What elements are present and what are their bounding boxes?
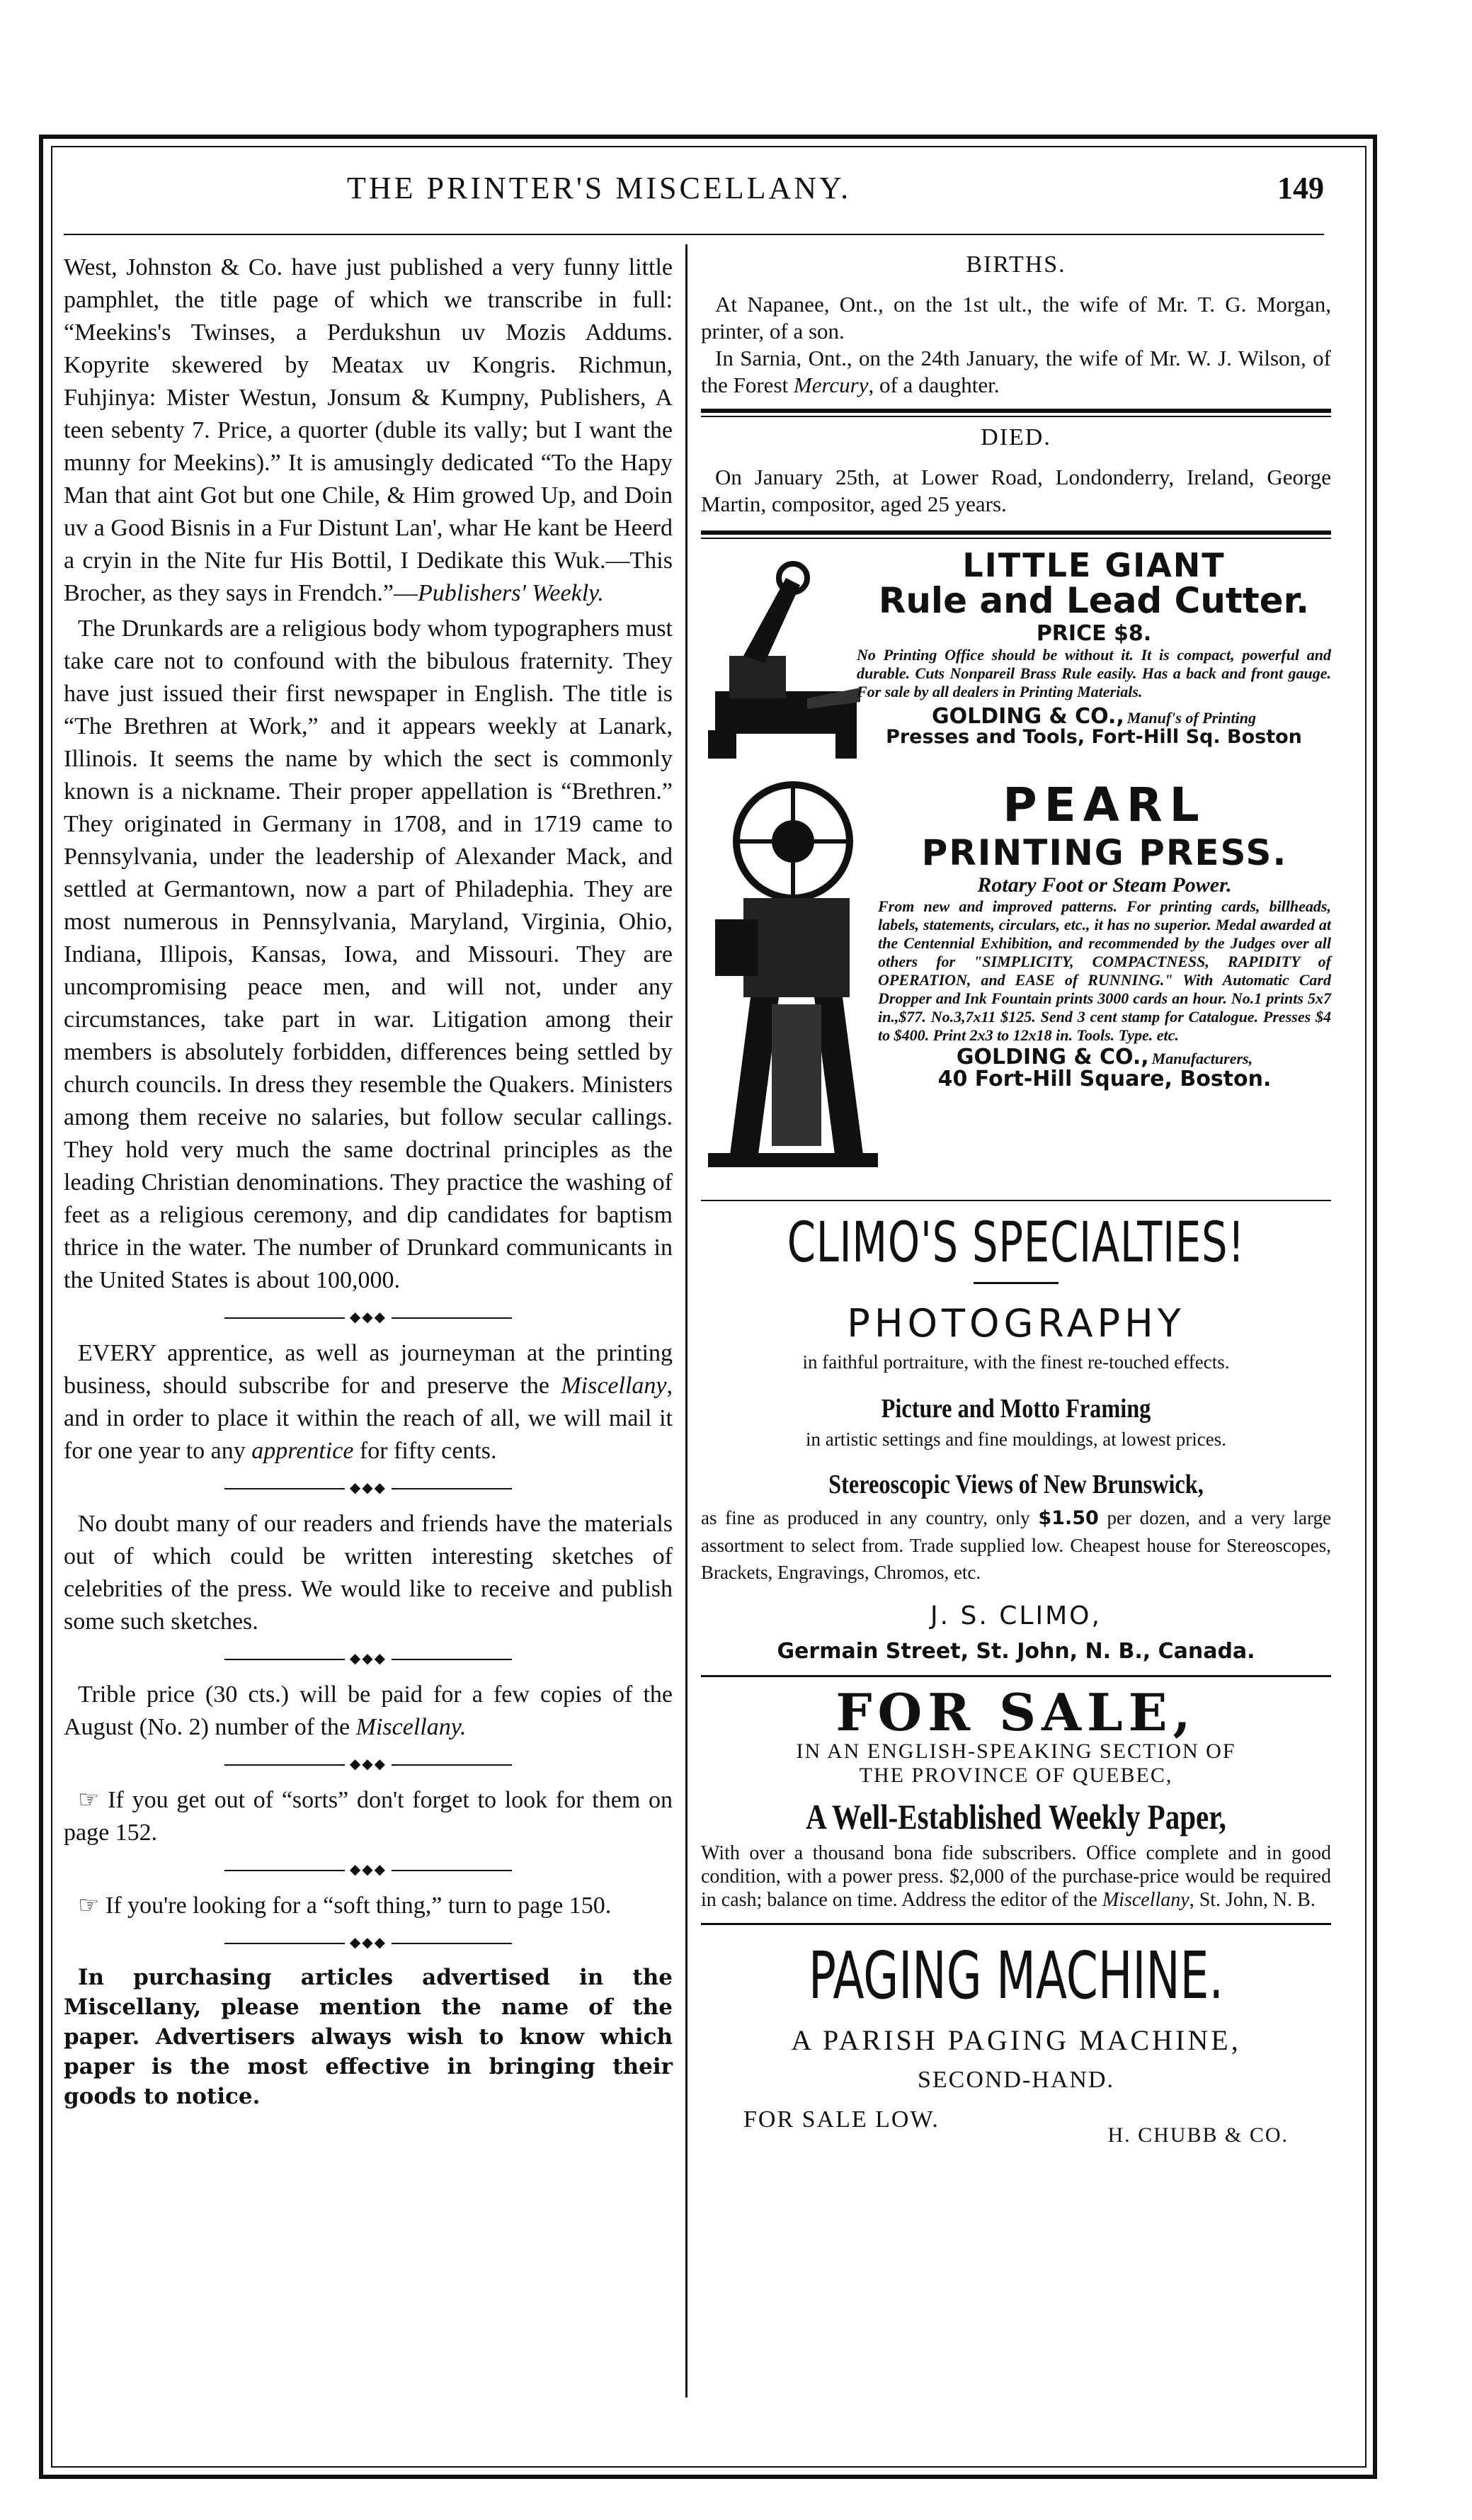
for-sale-ad: [701, 1682, 1331, 1912]
ad-line: A PARISH PAGING MACHINE,: [791, 2024, 1241, 2056]
ad-description: No Printing Office should be without it. It is compact, powerful and durable. Cuts Nonpareil Brass Rule easily. Has a back and front gauge. For sale by all dealers in Printing Materials.: [857, 646, 1331, 700]
printing-press-illustration: [701, 778, 885, 1174]
died-heading: DIED.: [981, 424, 1051, 450]
births-heading: BIRTHS.: [966, 251, 1066, 278]
seller-name: H. CHUBB & CO.: [1107, 2123, 1289, 2147]
right-column: [701, 244, 1331, 2150]
ad-description: With over a thousand bona fide subscribers. Office complete and in good condition, with a power press. $2,000 of the purchase-price would be required in cash; balance on time. Address the editor of the Miscellany, St. John, N. B.: [701, 1842, 1331, 1911]
column-divider: [685, 244, 687, 2397]
article-paragraph: Trible price (30 cts.) will be paid for a few copies of the August (No. 2) number of the Miscellany.: [64, 1681, 673, 1740]
ad-address: Presses and Tools, Fort-Hill Sq. Boston: [886, 726, 1302, 748]
ad-address: Germain Street, St. John, N. B., Canada.: [777, 1639, 1255, 1664]
source-citation: Publishers' Weekly.: [418, 580, 604, 606]
ornament-separator: ◆◆◆: [64, 1755, 673, 1773]
framing-heading: Picture and Motto Framing: [881, 1394, 1151, 1424]
photography-desc: in faithful portraiture, with the finest re-touched effects.: [802, 1351, 1230, 1373]
page-number: 149: [1277, 171, 1324, 205]
article-paragraph: In purchasing articles advertised in the Miscellany, please mention the name of the paper. Advertisers always wish to know which paper is the most effective in bringing their goods to notice.: [64, 1965, 673, 2109]
article-paragraph: West, Johnston & Co. have just published a very funny little pamphlet, the title page of which we transcribe in full: “Meekins's Twinses, a Perdukshun uv Mozis Addums. Kopyrite skewered by Meatax uv Kongris. Richmun, Fuhjinya: Mister Westun, Jonsum & Kumpny, Publishers, A teen sebenty 7. Price, a quorter (duble its vally; but I want the munny for Meekins).” It is amusingly dedicated “To the Hapy Man that aint Got but one Chile, & Him growed Up, and Doin uv a Good Bisnis in a Fur Distunt Lan', whar He kant be Heerd a cryin in the Nite fur His Bottil, I Dedikate this Wuk.—This Brocher, as they says in Frendch.”—Publishers' Weekly.: [64, 254, 673, 606]
ad-address: 40 Fort-Hill Square, Boston.: [937, 1067, 1272, 1091]
short-rule: [974, 1282, 1059, 1284]
section-rule: [701, 416, 1331, 417]
ad-name: J. S. CLIMO,: [930, 1601, 1102, 1630]
ad-company: GOLDING & CO., Manufacturers,: [956, 1045, 1253, 1069]
article-paragraph: ☞ If you get out of “sorts” don't forget to look for them on page 152.: [64, 1787, 673, 1846]
birth-notice: In Sarnia, Ont., on the 24th January, the wife of Mr. W. J. Wilson, of the Forest Mercury, of a daughter.: [701, 346, 1331, 397]
ad-description: From new and improved patterns. For printing cards, billheads, labels, statements, circulars, etc., it has no superior. Medal awarded at the Centennial Exhibition, and recommended by the Judges over all others for "SIMPLICITY, COMPACTNESS, RAPIDITY of OPERATION, and EASE of RUNNING." With Automatic Card Dropper and Ink Fountain prints 3000 cards an hour. No.1 prints 5x7 in.,$77. No.3,7x11 $125. Send 3 cent stamp for Catalogue. Presses $4 to $400. Print 2x3 to 12x18 in. Tools. Type. etc.: [878, 897, 1331, 1044]
section-rule: [701, 1200, 1331, 1201]
section-rule: [701, 409, 1331, 413]
ad-company: GOLDING & CO., Manuf's of Printing: [932, 704, 1256, 729]
ornament-separator: ◆◆◆: [64, 1479, 673, 1497]
climo-ad: [701, 1211, 1331, 1664]
ornament-separator: ◆◆◆: [64, 1934, 673, 1951]
birth-notice: At Napanee, Ont., on the 1st ult., the wife of Mr. T. G. Morgan, printer, of a son.: [701, 292, 1331, 344]
photography-heading: PHOTOGRAPHY: [847, 1301, 1185, 1346]
lead-cutter-illustration: [701, 550, 864, 762]
ad-heading: PAGING MACHINE.: [809, 1938, 1223, 2014]
ornament-separator: ◆◆◆: [64, 1308, 673, 1326]
ad-headline: A Well-Established Weekly Paper,: [806, 1797, 1226, 1837]
ad-heading: CLIMO'S SPECIALTIES!: [787, 1211, 1245, 1275]
ad-line: SECOND-HAND.: [917, 2067, 1115, 2093]
pointing-hand-icon: ☞: [78, 1892, 105, 1919]
ad-tagline: Rotary Foot or Steam Power.: [977, 873, 1232, 897]
ad-title: LITTLE GIANT: [962, 546, 1226, 584]
pointing-hand-icon: ☞: [78, 1787, 108, 1813]
article-paragraph: ☞ If you're looking for a “soft thing,” turn to page 150.: [78, 1892, 612, 1919]
ad-footer: [701, 2101, 1331, 2150]
ornament-separator: ◆◆◆: [64, 1650, 673, 1667]
article-paragraph: EVERY apprentice, as well as journeyman at the printing business, should subscribe for and preserve the Miscellany, and in order to place it within the reach of all, we will mail it for one year to any apprentice for fifty cents.: [64, 1340, 673, 1464]
pearl-press-ad: [701, 778, 1331, 1196]
death-notice: On January 25th, at Lower Road, Londonderry, Ireland, George Martin, compositor, aged 25 years.: [701, 465, 1331, 516]
paging-machine-ad: [701, 1938, 1331, 2150]
header-rule: [64, 234, 1324, 235]
article-paragraph: The Drunkards are a religious body whom typographers must take care not to confound with the bibulous fraternity. They have just issued their first newspaper in English. The title is “The Brethren at Work,” and it appears weekly at Lanark, Illinois. It seems the name by which the sect is commonly known is a nickname. Their proper appellation is “Brethren.” They originated in Germany in 1708, and in 1719 came to Pennsylvania, under the leadership of Alexander Mack, and settled at Germantown, now a part of Philadephia. They are most numerous in Pennsylvania, Maryland, Virginia, Ohio, Indiana, Illipois, Kansas, Iowa, and Missouri. They are uncompromising peace men, and will not, under any circumstances, take part in war. Litigation among their members is absolutely forbidden, differences being settled by church councils. In dress they resemble the Quakers. Ministers among them receive no salaries, but follow secular callings. They hold very much the same doctrinal principles as the leading Christian denominations. They practice the washing of feet as a religious ceremony, and dip candidates for baptism thrice in the water. The number of Drunkard communicants in the United States is about 100,000.: [64, 615, 673, 1293]
section-rule: [701, 538, 1331, 539]
stereo-heading: Stereoscopic Views of New Brunswick,: [828, 1470, 1204, 1499]
ad-heading: FOR SALE,: [835, 1682, 1197, 1742]
ad-title: PEARL: [1003, 778, 1206, 832]
ad-line: THE PROVINCE OF QUEBEC,: [859, 1764, 1173, 1787]
framing-desc: in artistic settings and fine mouldings, at lowest prices.: [806, 1429, 1226, 1450]
ad-line: IN AN ENGLISH-SPEAKING SECTION OF: [796, 1739, 1236, 1763]
running-header: [78, 170, 1331, 212]
ornament-separator: ◆◆◆: [64, 1861, 673, 1878]
article-paragraph: No doubt many of our readers and friends have the materials out of which could be written interesting sketches of celebrities of the press. We would like to receive and publish some such sketches.: [64, 1511, 673, 1635]
little-giant-ad: [701, 546, 1331, 769]
section-rule: [701, 530, 1331, 535]
sale-label: FOR SALE LOW.: [743, 2106, 940, 2133]
section-rule: [701, 1923, 1331, 1925]
section-rule: [701, 1675, 1331, 1677]
running-title: THE PRINTER'S MISCELLANY.: [347, 171, 852, 205]
ad-subtitle: Rule and Lead Cutter.: [878, 580, 1310, 621]
stereo-desc: as fine as produced in any country, only $1.50 per dozen, and a very large assortment to select from. Trade supplied low. Cheapest house for Stereoscopes, Brackets, Engravings, Chromos, etc.: [701, 1507, 1332, 1583]
ad-subtitle: PRINTING PRESS.: [921, 832, 1288, 873]
ad-price: PRICE $8.: [1036, 621, 1152, 646]
left-column: [64, 251, 673, 2111]
